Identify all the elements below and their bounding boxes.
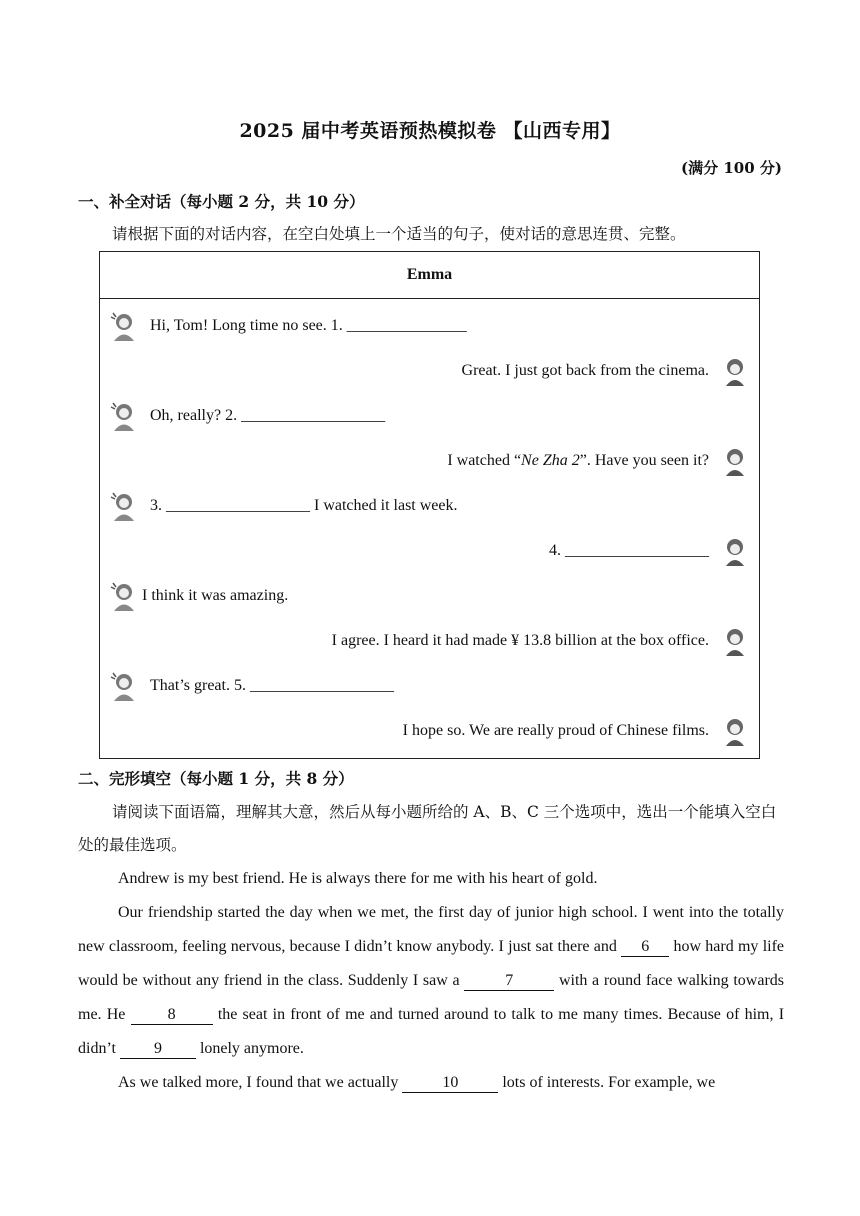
girl-avatar-icon	[108, 580, 140, 612]
blank-7: 7	[464, 972, 554, 991]
girl-avatar-icon	[108, 670, 140, 702]
blank-9: 9	[120, 1040, 196, 1059]
dialogue-text: I watched “Ne Zha 2”. Have you seen it?	[447, 452, 709, 469]
dialogue-text: I hope so. We are really proud of Chinese films.	[402, 722, 709, 739]
dialogue-text: Great. I just got back from the cinema.	[461, 362, 709, 379]
section1-instruction: 请根据下面的对话内容，在空白处填上一个适当的句子，使对话的意思连贯、完整。	[112, 225, 686, 243]
passage-paragraph-3: As we talked more, I found that we actually 10 lots of interests. For example, we	[118, 1074, 716, 1091]
dialogue-box	[99, 251, 760, 759]
page-title: 2025 届中考英语预热模拟卷 【山西专用】	[239, 120, 621, 142]
dialogue-text: I think it was amazing.	[142, 587, 289, 604]
girl-avatar-icon	[108, 310, 140, 342]
total-score: (满分 100 分)	[681, 159, 782, 177]
passage-paragraph-2: Our friendship started the day when we met, the first day of junior high school. I went into the totally new classroom, feeling nervous, because I didn’t know anybody. I just sat there and 6 how hard my life would be without any friend in the class. Suddenly I saw a 7 with a round face walking towards me. He 8 the seat in front of me and turned around to talk to me many times. Because of him, I didn’t 9 lonely anymore.	[78, 904, 785, 1057]
blank-8: 8	[131, 1006, 213, 1025]
dialogue-text: 4. __________________	[549, 542, 709, 559]
boy-avatar-icon	[719, 715, 751, 747]
dialogue-line	[403, 715, 751, 747]
dialogue-line	[108, 490, 458, 522]
dialogue-line	[108, 580, 288, 612]
girl-avatar-icon	[108, 400, 140, 432]
dialogue-line	[108, 310, 467, 342]
dialogue-line	[549, 535, 751, 567]
dialogue-line	[332, 625, 751, 657]
dialogue-line	[447, 445, 751, 477]
dialogue-box-title: Emma	[100, 252, 759, 299]
section2-heading: 二、完形填空（每小题 1 分，共 8 分）	[78, 769, 354, 788]
boy-avatar-icon	[719, 625, 751, 657]
girl-avatar-icon	[108, 490, 140, 522]
dialogue-text: Hi, Tom! Long time no see. 1. _______________	[150, 317, 467, 334]
passage-paragraph-1: Andrew is my best friend. He is always there for me with his heart of gold.	[118, 870, 598, 887]
boy-avatar-icon	[719, 355, 751, 387]
blank-10: 10	[402, 1074, 498, 1093]
blank-6: 6	[621, 938, 669, 957]
dialogue-line	[108, 400, 385, 432]
dialogue-text: 3. __________________ I watched it last week.	[150, 497, 458, 514]
dialogue-text: That’s great. 5. __________________	[150, 677, 394, 694]
section1-heading: 一、补全对话（每小题 2 分，共 10 分）	[78, 192, 365, 211]
boy-avatar-icon	[719, 535, 751, 567]
section2-instruction: 请阅读下面语篇，理解其大意，然后从每小题所给的 A、B、C 三个选项中，选出一个能填入空白处的最佳选项。	[78, 803, 777, 854]
dialogue-text: I agree. I heard it had made ¥ 13.8 billion at the box office.	[331, 632, 709, 649]
dialogue-text: Oh, really? 2. __________________	[150, 407, 386, 424]
dialogue-line	[462, 355, 751, 387]
film-title: Ne Zha 2	[521, 452, 580, 469]
dialogue-line	[108, 670, 394, 702]
boy-avatar-icon	[719, 445, 751, 477]
